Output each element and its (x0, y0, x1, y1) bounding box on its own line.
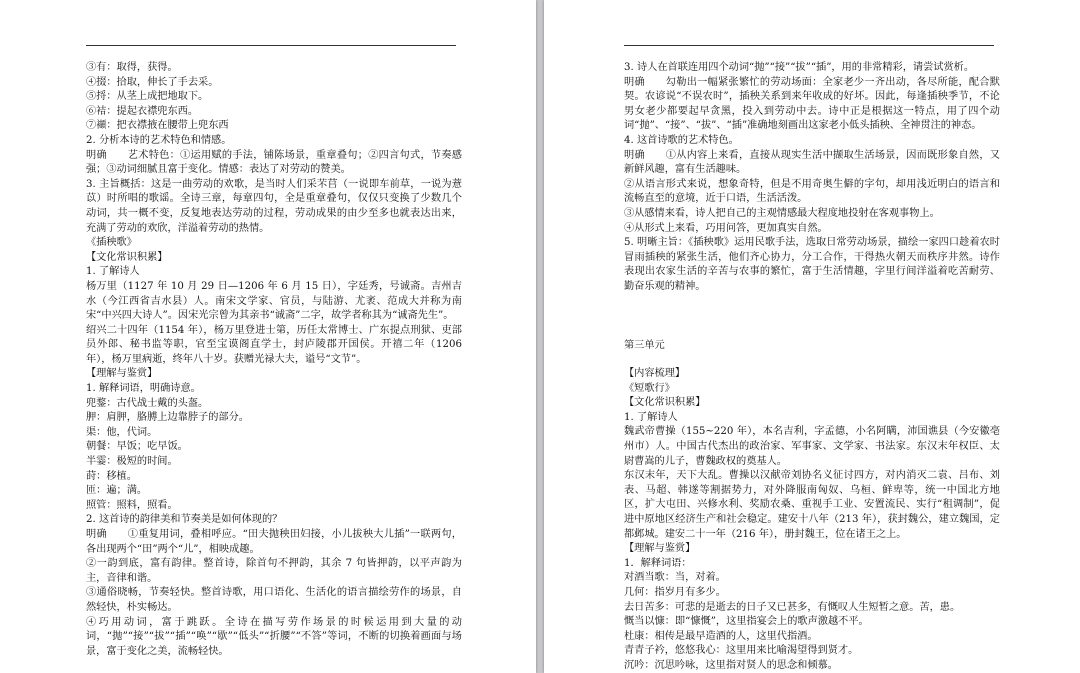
header-rule (624, 45, 994, 46)
text-line: 3. 诗人在首联连用四个动词“抛”“接”“拔”“插”，用的非常精彩，请尝试赏析。 (624, 62, 975, 73)
text-line: 明确 勾勒出一幅紧张繁忙的劳动场面：全家老少一齐出动，各尽所能，配合默契。农谚说“不误农时”，插秧关系到来年收成的好坏。因此，每逢插秧季节，不论男女老少都要起早贪黑，投入到劳动中去。诗中正是根据这一特点，用了四个动词“抛”、“接”、“拔”、“插”准确地刻画出这家老小低头插秧、全神贯注的神态。 (624, 76, 1000, 132)
text-line: 东汉末年，天下大乱。曹操以汉献帝刘协名义征讨四方，对内消灭二袁、吕布、刘表、马超、韩遂等割据势力，对外降服南匈奴、乌桓、鲜卑等，统一中国北方地区，扩大屯田、兴修水利、奖励农桑、重视手工业、安置流民、实行“租调制”，促进中原地区经济生产和社会稳定。建安十八年（213 年），获封魏公，建立魏国，定都邺城。建安二十一年（216 年），册封魏王，位在诸王之上。 (624, 470, 1000, 540)
text-line: 绍兴二十四年（1154 年），杨万里登进士第，历任太常博士、广东提点刑狱、吏部员外郎、秘书监等职，官至宝谟阁直学士，封庐陵郡开国侯。开禧二年（1206 年），杨万里病逝，终年八十岁。获赠光禄大夫，谥号“文节”。 (86, 324, 466, 365)
text-line: 青青子衿，悠悠我心：这里用来比喻渴望得到贤才。 (624, 645, 859, 657)
text-line: 《插秧歌》 (86, 237, 137, 249)
text-line: ⑤捋：从茎上成把地取下。 (86, 91, 209, 103)
text-line: 朝餐：早饭；吃早饭。 (86, 441, 188, 453)
document-page-right (544, 0, 1080, 673)
text-line: 1. 解释词语，明确诗意。 (86, 383, 201, 395)
text-line: ②一韵到底，富有韵律。整首诗，除首句不押韵，其余 7 句皆押韵，以平声韵为主，音律和谐。 (86, 558, 462, 584)
text-line: 5. 明晰主旨：《插秧歌》运用民歌手法，选取日常劳动场景，描绘一家四口趁着农时冒雨插秧的紧张生活，他们齐心协力，分工合作，干得热火朝天而秩序井然。诗作表现出农家生活的辛苦与农事的繁忙，富于生活情趣，字里行间洋溢着吃苦耐劳、勤奋乐观的精神。 (624, 237, 1000, 292)
page-text-left (86, 61, 466, 659)
text-line: 1. 了解诗人 (86, 266, 140, 278)
text-line: 几何：指岁月有多少。 (624, 587, 726, 598)
text-line: 对酒当歌：当，对着。 (624, 572, 726, 584)
text-line: 【内容梳理】 (624, 368, 686, 380)
text-line: 杨万里（1127 年 10 月 29 日—1206 年 6 月 15 日），字廷秀，号诚斋。吉州吉水（今江西省吉水县）人。南宋文学家、官员，与陆游、尤袤、范成大并称为南宋“中兴四大诗人”。因宋光宗曾为其亲书“诚斋”二字，故学者称其为“诚斋先生”。 (86, 280, 462, 322)
text-line: 明确 ①重复用词，叠相呼应。“田夫抛秧田妇接，小儿拔秧大儿插”一联两句，各出现两个“田”两个“儿”，相映成趣。 (86, 529, 462, 555)
header-rule (86, 45, 456, 46)
text-line: 照管：照料，照看。 (86, 499, 178, 511)
text-line: ⑥袺：提起衣襟兜东西。 (86, 105, 199, 117)
text-line: ④巧用动词，富于跳跃。全诗在描写劳作场景的时候运用到大量的动词，“抛”“接”“拔”“插”“唤”“歇”“低头”“折腰”“不答”等词，不断的切换着画面与场景，富于变化之美，流畅轻快。 (86, 616, 462, 657)
text-line: 慨当以慷：即“慷慨”，这里指宴会上的歌声激越不平。 (624, 616, 869, 628)
text-line: 杜康：相传是最早造酒的人，这里代指酒。 (624, 630, 818, 642)
text-line: 【理解与鉴赏】 (624, 543, 696, 555)
text-line: 2. 分析本诗的艺术特色和情感。 (86, 134, 232, 146)
text-line: 3. 主旨概括：这是一曲劳动的欢歌，是当时人们采芣苢（一说即车前草，一说为薏苡）时所唱的歌谣。全诗三章，每章四句，全是重章叠句，仅仅只变换了少数几个动词，共一概不变，反复地表达劳动的过程，劳动成果的由少至多也就表达出来，充满了劳动的欢欣，洋溢着劳动的热情。 (86, 178, 462, 234)
text-line: ⑦襭：把衣襟掖在腰带上兜东西 (86, 120, 229, 132)
text-line: 【文化常识积累】 (86, 251, 168, 263)
text-line: 1．解释词语： (624, 557, 692, 569)
text-line: 渠：他，代词。 (86, 426, 158, 438)
text-line: 4. 这首诗歌的艺术特色。 (624, 134, 739, 146)
text-line: 【文化常识积累】 (624, 397, 706, 409)
text-line: ②从语言形式来说，想象奇特，但是不用奇奥生僻的字句，却用浅近明白的语言和流畅直至的意境，近于口语，生活活泼。 (624, 178, 1000, 205)
document-page-left (0, 0, 536, 673)
text-line: 半霎：极短的时间。 (86, 456, 178, 468)
text-line: 1. 了解诗人 (624, 411, 678, 423)
section-title: 第三单元 (624, 339, 665, 351)
text-line: ③有：取得，获得。 (86, 62, 178, 73)
text-line: ④从形式上来看，巧用问答，更加真实自然。 (624, 222, 828, 234)
text-line: ③从感情来看，诗人把自己的主观情感最大程度地投射在客观事物上。 (624, 207, 940, 219)
text-line: 兜鍪：古代战士戴的头盔。 (86, 397, 209, 409)
text-line: ③通俗晓畅，节奏轻快。整首诗歌，用口语化、生活化的语言描绘劳作的场景，自然轻快，朴实畅达。 (86, 587, 462, 613)
text-line: 《短歌行》 (624, 382, 675, 394)
text-line: 2. 这首诗的韵律美和节奏美是如何体现的？ (86, 514, 283, 526)
text-line: 【理解与鉴赏】 (86, 368, 158, 380)
page-text-right (624, 61, 1000, 673)
text-line: 明确 艺术特色：①运用赋的手法，铺陈场景，重章叠句；②四言句式，节奏感强；③动词细腻且富于变化。情感：表达了对劳动的赞美。 (86, 149, 462, 176)
text-line: ④掇：拾取，伸长了手去采。 (86, 76, 219, 88)
text-line: 莳：移植。 (86, 470, 137, 482)
text-line: 魏武帝曹操（155~220 年），本名吉利，字孟德，小名阿瞒，沛国谯县（今安徽亳州市）人。中国古代杰出的政治家、军事家、文学家、书法家。东汉末年权臣、太尉曹嵩的儿子，曹魏政权的奠基人。 (624, 426, 1000, 467)
text-line: 去日苦多：可悲的是逝去的日子又已甚多，有慨叹人生短暂之意。苦，患。 (624, 601, 961, 613)
text-line: 明确 ①从内容上来看，直接从现实生活中撷取生活场景，因而既形象自然，又新鲜风趣，富有生活趣味。 (624, 149, 1000, 176)
text-line: 沉吟：沉思吟咏，这里指对贤人的思念和倾慕。 (624, 659, 838, 671)
text-line: 胛：肩胛，胳膊上边靠脖子的部分。 (86, 412, 249, 424)
text-line: 匝：遍；满。 (86, 485, 148, 497)
